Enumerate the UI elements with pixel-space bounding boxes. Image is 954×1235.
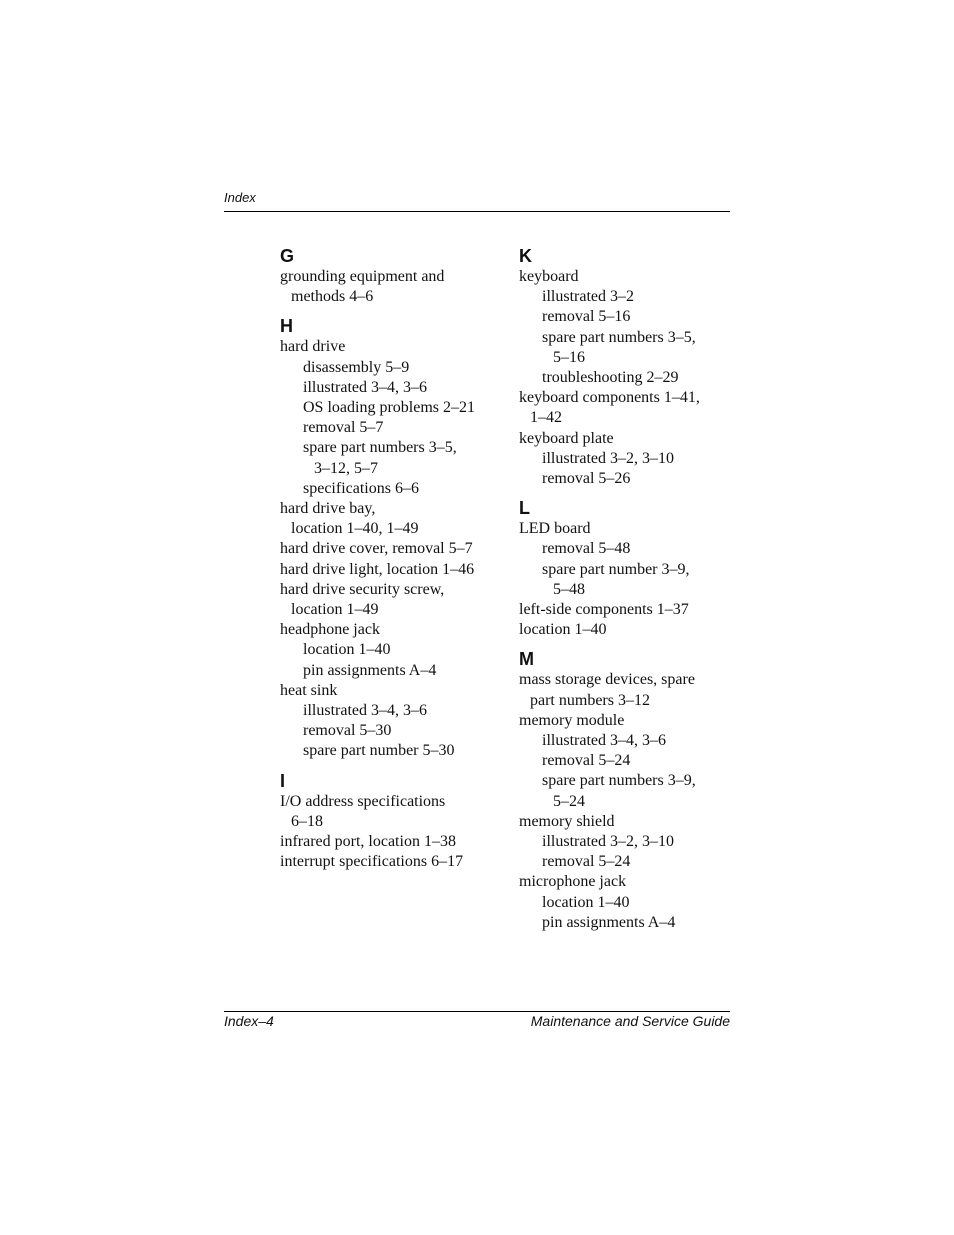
index-column-right <box>519 245 739 933</box>
index-letter-heading: H <box>280 316 293 337</box>
book-title: Maintenance and Service Guide <box>530 1013 730 1029</box>
index-entry: 3–12, 5–7 <box>314 459 378 477</box>
index-letter-heading: L <box>519 498 530 519</box>
index-entry: spare part numbers 3–9, <box>542 772 696 790</box>
footer-rule <box>224 1011 730 1012</box>
index-entry: hard drive light, location 1–46 <box>280 560 475 578</box>
index-entry: pin assignments A–4 <box>303 661 437 679</box>
index-entry: interrupt specifications 6–17 <box>280 853 464 871</box>
index-entry: removal 5–30 <box>303 722 392 740</box>
index-entry: illustrated 3–4, 3–6 <box>303 702 427 720</box>
index-entry: troubleshooting 2–29 <box>542 369 679 387</box>
index-entry: illustrated 3–4, 3–6 <box>303 378 427 396</box>
index-entry: location 1–40 <box>303 641 391 659</box>
index-letter-heading: M <box>519 649 534 670</box>
index-entry: 6–18 <box>291 812 323 830</box>
index-entry: pin assignments A–4 <box>542 913 676 931</box>
index-entry: headphone jack <box>280 621 380 639</box>
index-entry: location 1–40 <box>542 893 630 911</box>
index-entry: spare part numbers 3–5, <box>542 328 696 346</box>
index-entry: removal 5–48 <box>542 540 631 558</box>
index-entry: illustrated 3–2, 3–10 <box>542 449 674 467</box>
index-entry: removal 5–24 <box>542 853 631 871</box>
page-number: Index–4 <box>224 1013 274 1029</box>
index-entry: hard drive bay, <box>280 500 376 518</box>
index-entry: LED board <box>519 520 591 538</box>
index-entry: removal 5–24 <box>542 752 631 770</box>
index-entry: infrared port, location 1–38 <box>280 833 456 851</box>
index-entry: spare part number 3–9, <box>542 560 690 578</box>
index-entry: removal 5–16 <box>542 308 631 326</box>
index-entry: keyboard <box>519 268 579 285</box>
index-column-left <box>280 245 500 872</box>
index-entry: hard drive cover, removal 5–7 <box>280 540 473 558</box>
index-entry: illustrated 3–2 <box>542 288 634 306</box>
index-entry: hard drive <box>280 338 346 356</box>
index-entry: left-side components 1–37 <box>519 601 689 619</box>
running-head: Index <box>224 190 256 205</box>
index-entry: location 1–40, 1–49 <box>291 520 419 538</box>
index-entry: memory shield <box>519 812 615 830</box>
index-entry: part numbers 3–12 <box>530 691 650 709</box>
index-entry: keyboard components 1–41, <box>519 389 700 407</box>
index-entry: grounding equipment and <box>280 268 445 285</box>
index-entry: removal 5–26 <box>542 470 631 488</box>
index-entry: hard drive security screw, <box>280 580 445 598</box>
index-entry: 5–48 <box>553 580 585 598</box>
index-entry: OS loading problems 2–21 <box>303 399 475 417</box>
index-letter-heading: K <box>519 246 532 266</box>
index-entry: microphone jack <box>519 873 627 891</box>
index-entry: location 1–40 <box>519 621 607 639</box>
index-entry: illustrated 3–4, 3–6 <box>542 732 666 750</box>
index-entry: spare part number 5–30 <box>303 742 455 760</box>
index-entry: heat sink <box>280 681 338 699</box>
index-entry: removal 5–7 <box>303 419 384 437</box>
index-entry: specifications 6–6 <box>303 479 419 497</box>
header-rule <box>224 211 730 212</box>
index-entry: disassembly 5–9 <box>303 358 410 376</box>
index-entry: location 1–49 <box>291 601 379 619</box>
index-entry: I/O address specifications <box>280 792 446 810</box>
index-entry: memory module <box>519 711 625 729</box>
index-letter-heading: G <box>280 246 295 266</box>
index-entry: methods 4–6 <box>291 288 374 306</box>
index-entry: spare part numbers 3–5, <box>303 439 457 457</box>
index-entry: 1–42 <box>530 409 562 427</box>
index-letter-heading: I <box>280 770 286 791</box>
index-entry: keyboard plate <box>519 429 614 447</box>
index-entry: illustrated 3–2, 3–10 <box>542 833 674 851</box>
index-entry: mass storage devices, spare <box>519 671 695 689</box>
index-entry: 5–16 <box>553 348 585 366</box>
index-entry: 5–24 <box>553 792 585 810</box>
